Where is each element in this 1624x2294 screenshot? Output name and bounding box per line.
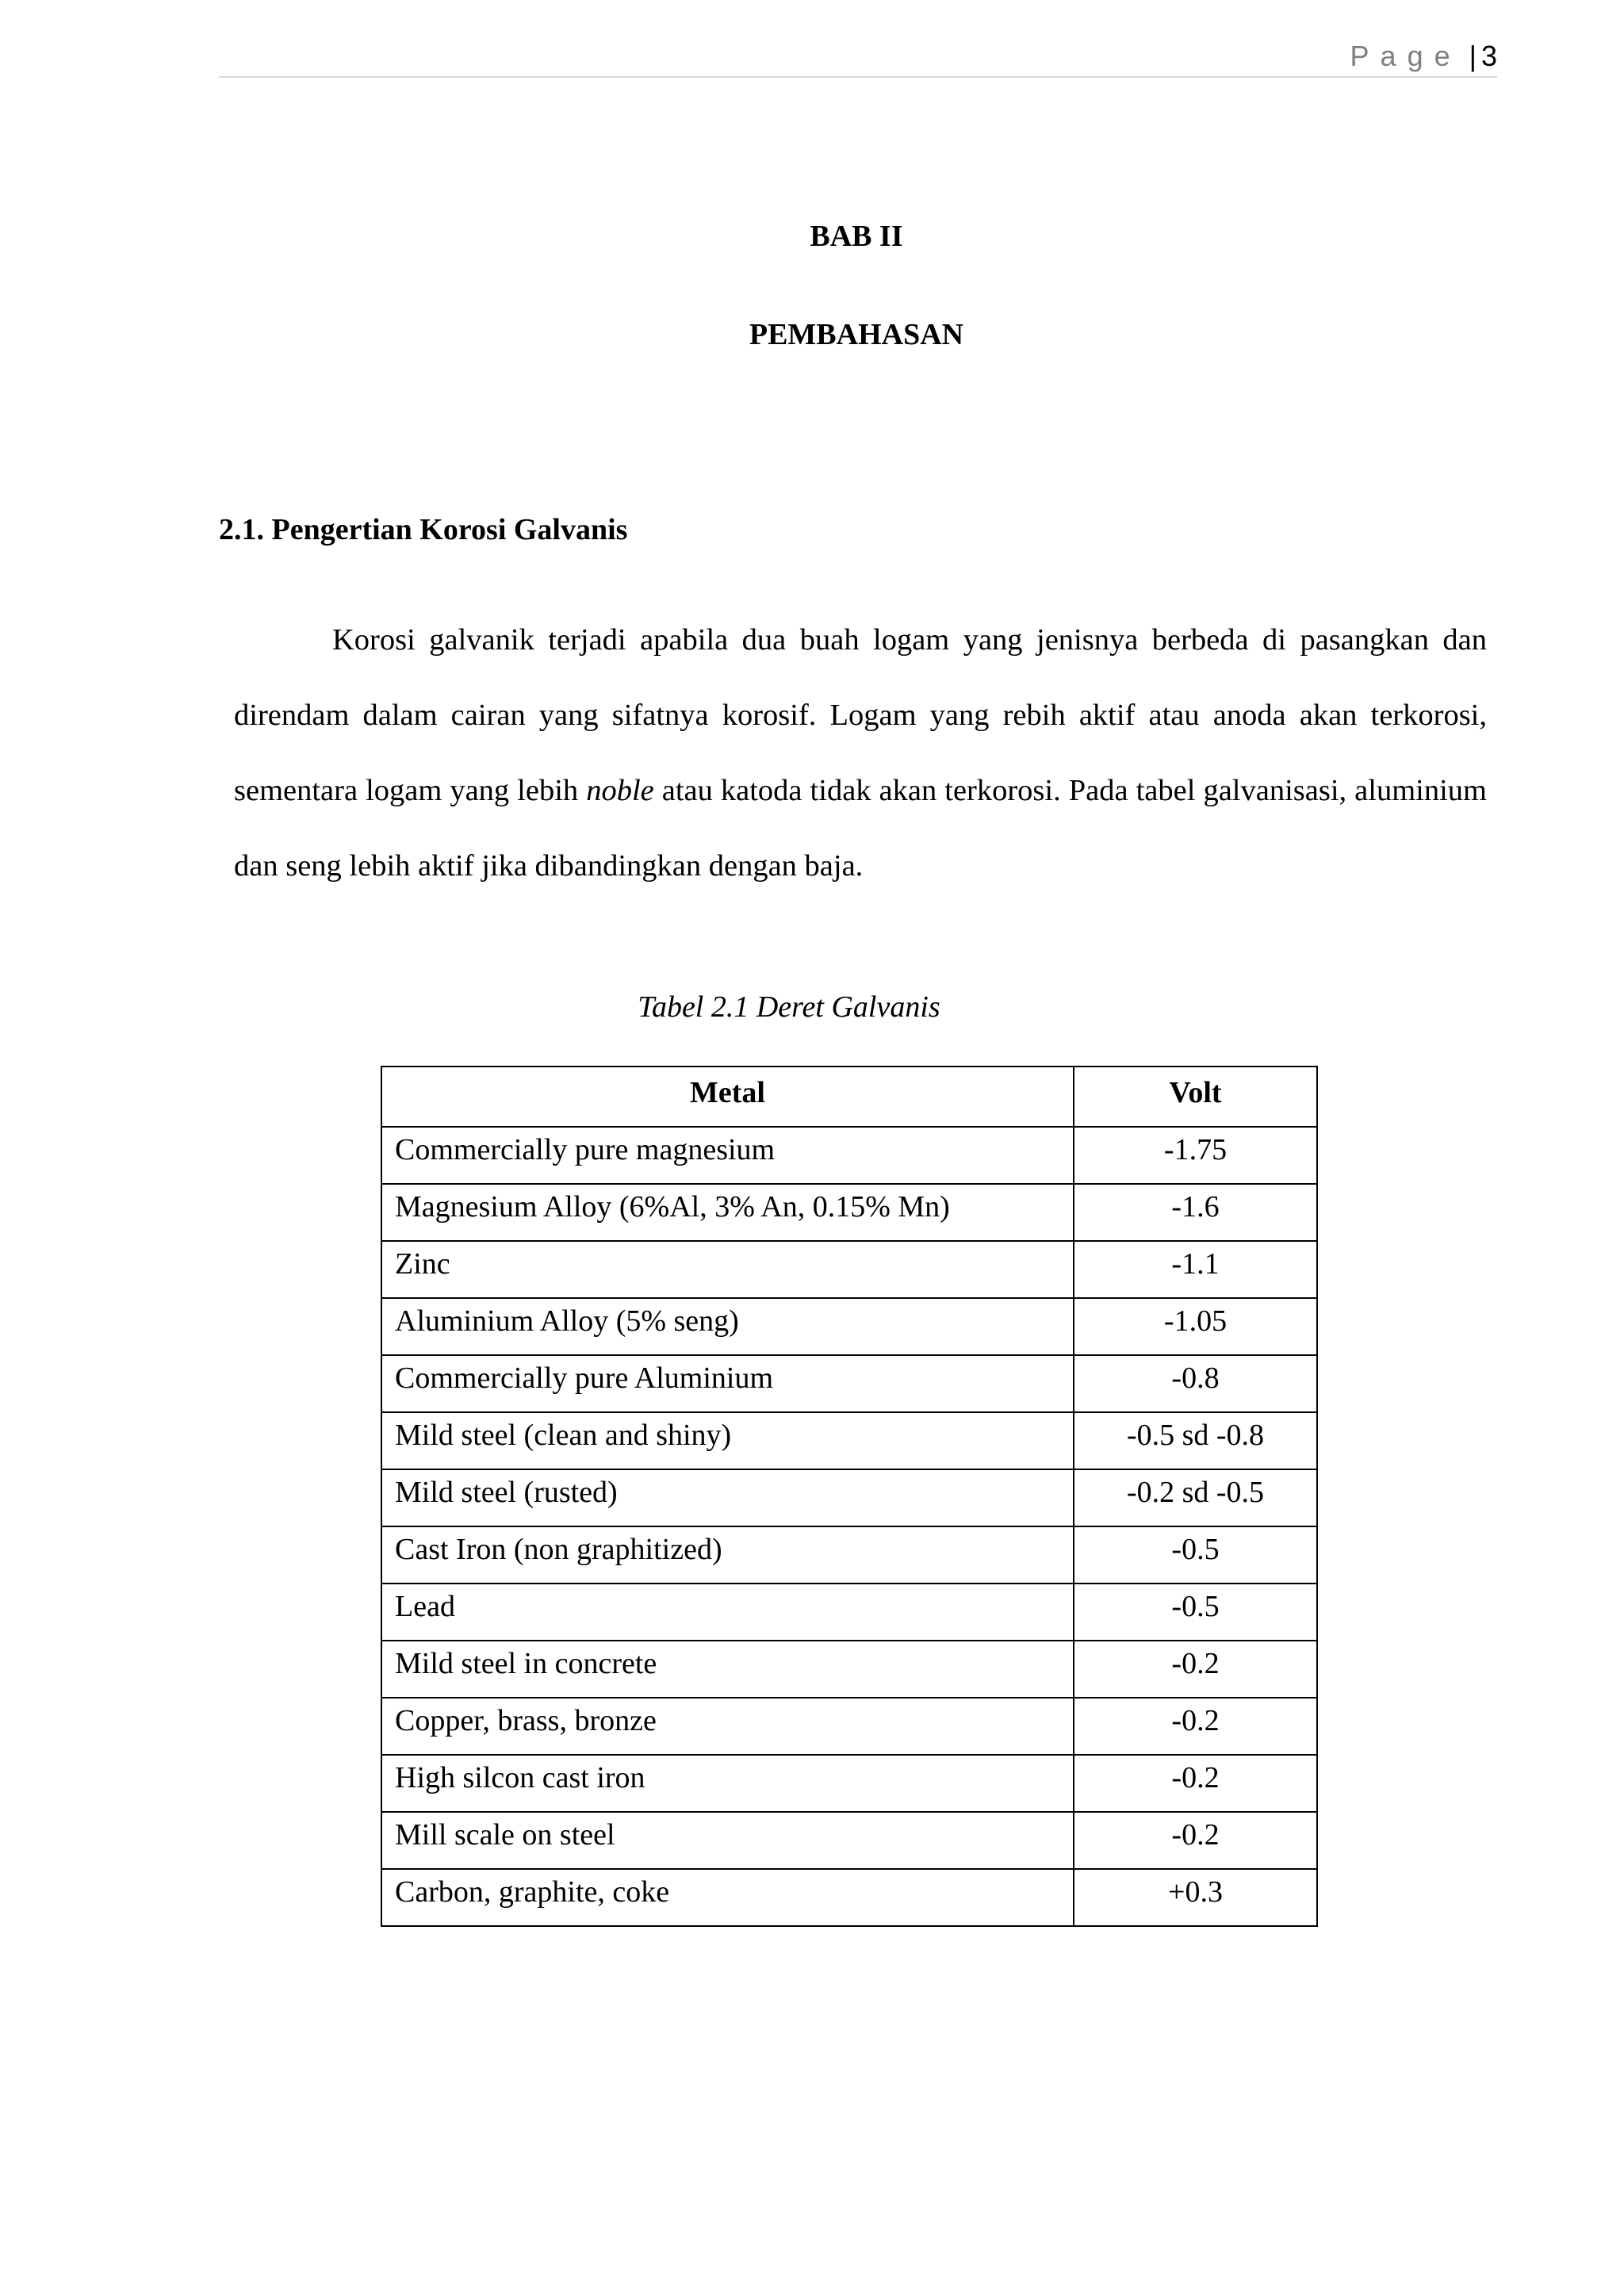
table-caption: Tabel 2.1 Deret Galvanis: [638, 990, 940, 1024]
table-row: [381, 1412, 1317, 1469]
column-header-volt: Volt: [1074, 1067, 1317, 1127]
metal-cell: Mill scale on steel: [381, 1812, 1074, 1869]
metal-cell: Mild steel in concrete: [381, 1641, 1074, 1698]
table-header-row: [381, 1067, 1317, 1127]
metal-cell: Magnesium Alloy (6%Al, 3% An, 0.15% Mn): [381, 1184, 1074, 1241]
metal-cell: Lead: [381, 1584, 1074, 1641]
galvanic-series-table: [381, 1066, 1318, 1927]
volt-cell: -0.5 sd -0.8: [1074, 1412, 1317, 1469]
metal-cell: Copper, brass, bronze: [381, 1698, 1074, 1755]
metal-cell: Mild steel (rusted): [381, 1469, 1074, 1526]
volt-cell: -0.2: [1074, 1755, 1317, 1812]
volt-cell: -1.75: [1074, 1127, 1317, 1184]
volt-cell: -0.2 sd -0.5: [1074, 1469, 1317, 1526]
chapter-title: PEMBAHASAN: [749, 318, 964, 351]
chapter-number: BAB II: [810, 220, 903, 253]
metal-cell: Zinc: [381, 1241, 1074, 1298]
table-row: [381, 1127, 1317, 1184]
table-row: [381, 1298, 1317, 1355]
table-row: [381, 1184, 1317, 1241]
metal-cell: Aluminium Alloy (5% seng): [381, 1298, 1074, 1355]
table-row: [381, 1241, 1317, 1298]
table-row: [381, 1641, 1317, 1698]
metal-cell: High silcon cast iron: [381, 1755, 1074, 1812]
metal-cell: Mild steel (clean and shiny): [381, 1412, 1074, 1469]
volt-cell: -1.05: [1074, 1298, 1317, 1355]
volt-cell: -0.8: [1074, 1355, 1317, 1412]
table-row: [381, 1812, 1317, 1869]
column-header-metal: Metal: [381, 1067, 1074, 1127]
volt-cell: -0.2: [1074, 1698, 1317, 1755]
table-row: [381, 1469, 1317, 1526]
paragraph-italic-term: noble: [586, 774, 654, 807]
table-row: [381, 1698, 1317, 1755]
table-row: [381, 1526, 1317, 1584]
section-heading: 2.1. Pengertian Korosi Galvanis: [219, 513, 628, 546]
volt-cell: -1.1: [1074, 1241, 1317, 1298]
metal-cell: Commercially pure Aluminium: [381, 1355, 1074, 1412]
volt-cell: +0.3: [1074, 1869, 1317, 1926]
volt-cell: -0.5: [1074, 1584, 1317, 1641]
metal-cell: Carbon, graphite, coke: [381, 1869, 1074, 1926]
table-row: [381, 1755, 1317, 1812]
page-label: Page: [1350, 40, 1461, 72]
paragraph-text-part2: atau katoda tidak akan terkorosi. Pada tabel galvanisasi, aluminium dan seng lebih aktif jika dibandingkan dengan baja.: [234, 774, 1487, 883]
metal-cell: Commercially pure magnesium: [381, 1127, 1074, 1184]
page-separator: |: [1469, 40, 1477, 72]
page-number: 3: [1480, 40, 1497, 72]
page-header: [1350, 36, 1497, 76]
body-paragraph: [234, 603, 1487, 904]
volt-cell: -0.2: [1074, 1812, 1317, 1869]
volt-cell: -0.5: [1074, 1526, 1317, 1584]
metal-cell: Cast Iron (non graphitized): [381, 1526, 1074, 1584]
table-row: [381, 1584, 1317, 1641]
header-divider: [219, 76, 1497, 78]
volt-cell: -1.6: [1074, 1184, 1317, 1241]
table-row: [381, 1355, 1317, 1412]
table-row: [381, 1869, 1317, 1926]
volt-cell: -0.2: [1074, 1641, 1317, 1698]
paragraph-text-part1: Korosi galvanik terjadi apabila dua buah logam yang jenisnya berbeda di pasangkan dan direndam dalam cairan yang sifatnya korosif. Logam yang rebih aktif atau anoda akan terkorosi, sementara logam yang lebih: [234, 623, 1487, 807]
